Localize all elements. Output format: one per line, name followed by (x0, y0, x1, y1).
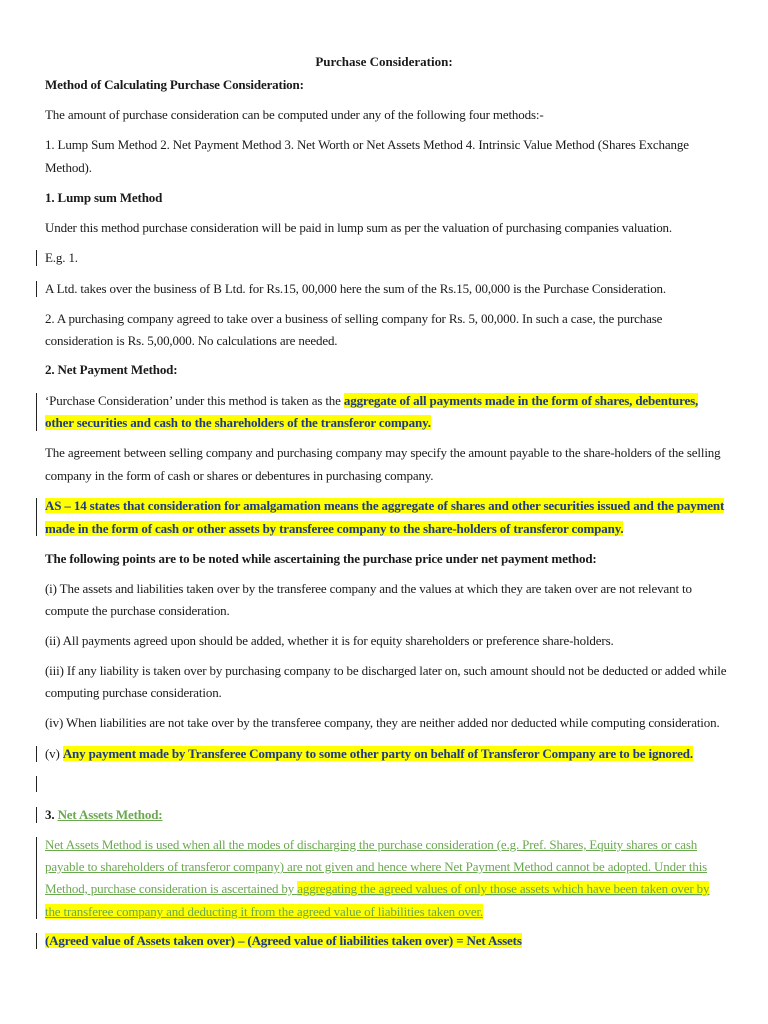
text: (v) (45, 746, 63, 761)
section-heading: Method of Calculating Purchase Consideration: (45, 77, 304, 92)
page-title: Purchase Consideration: (315, 54, 453, 69)
change-bar (36, 250, 37, 266)
paragraph (45, 881, 709, 897)
highlighted-text: the transferee company and deducting it from the agreed value of liabilities taken over. (45, 904, 484, 919)
change-bar (36, 498, 37, 536)
paragraph: Net Assets Method is used when all the modes of discharging the purchase consideration (e.g. Pref. Shares, Equity shares or cash (45, 837, 698, 852)
section-heading: 1. Lump sum Method (45, 190, 163, 205)
paragraph: company in the form of cash or shares or debentures in purchasing company. (45, 468, 434, 483)
text: Method, purchase consideration is ascertained by (45, 881, 298, 896)
text: ‘Purchase Consideration’ under this method is taken as the (45, 393, 344, 408)
list-item (45, 746, 693, 762)
highlighted-text: aggregating the agreed values of only those assets which have been taken over by (297, 881, 710, 896)
highlighted-text: (Agreed value of Assets taken over) – (Agreed value of liabilities taken over) = Net Assets (45, 933, 522, 948)
section-number: 3. (45, 807, 58, 822)
highlighted-text: made in the form of cash or other assets by transferee company to the share-holders of transferor company. (45, 521, 624, 536)
change-bar (36, 837, 37, 919)
section-heading: The following points are to be noted while ascertaining the purchase price under net payment method: (45, 551, 597, 566)
highlighted-text: other securities and cash to the shareholders of the transferor company. (45, 415, 431, 430)
highlighted-text: Any payment made by Transferee Company to some other party on behalf of Transferor Company are to be ignored. (62, 746, 693, 761)
list-item: (iv) When liabilities are not take over by the transferee company, they are neither added nor deducted while computing consideration. (45, 715, 720, 730)
change-bar (36, 393, 37, 431)
list-item: computing purchase consideration. (45, 685, 222, 700)
paragraph: Method). (45, 160, 92, 175)
paragraph (45, 498, 724, 514)
list-item: (ii) All payments agreed upon should be added, whether it is for equity shareholders or preference share-holders. (45, 633, 614, 648)
change-bar (36, 807, 37, 823)
paragraph (45, 415, 431, 431)
list-item: compute the purchase consideration. (45, 603, 230, 618)
paragraph: Under this method purchase consideration will be paid in lump sum as per the valuation of purchasing companies valuation. (45, 220, 673, 235)
change-bar (36, 933, 37, 949)
paragraph: payable to shareholders of transferor company) are not given and hence where Net Payment Method cannot be adopted. Under this (45, 859, 708, 874)
paragraph: The agreement between selling company and purchasing company may specify the amount payable to the share-holders of the selling (45, 445, 721, 460)
section-heading: 2. Net Payment Method: (45, 362, 178, 377)
formula (45, 933, 522, 949)
paragraph: A Ltd. takes over the business of B Ltd. for Rs.15, 00,000 here the sum of the Rs.15, 00,000 is the Purchase Consideration. (45, 281, 666, 296)
highlighted-text: aggregate of all payments made in the form of shares, debentures, (343, 393, 699, 408)
highlighted-text: AS – 14 states that consideration for amalgamation means the aggregate of shares and other securities issued and the payment (45, 498, 725, 513)
section-heading (45, 807, 162, 823)
paragraph: E.g. 1. (45, 250, 78, 265)
change-bar (36, 281, 37, 297)
change-bar (36, 746, 37, 762)
paragraph: 2. A purchasing company agreed to take over a business of selling company for Rs. 5, 00,000. In such a case, the purchase (45, 311, 663, 326)
paragraph (45, 393, 698, 409)
paragraph (45, 521, 623, 537)
change-bar (36, 776, 37, 792)
section-title: Net Assets Method: (57, 807, 163, 822)
paragraph: The amount of purchase consideration can be computed under any of the following four methods:- (45, 107, 544, 122)
paragraph (45, 904, 483, 920)
paragraph: 1. Lump Sum Method 2. Net Payment Method 3. Net Worth or Net Assets Method 4. Intrinsic Value Method (Shares Exchange (45, 137, 689, 152)
list-item: (iii) If any liability is taken over by purchasing company to be discharged later on, such amount should not be deducted or added while (45, 663, 727, 678)
list-item: (i) The assets and liabilities taken over by the transferee company and the values at which they are taken over are not relevant to (45, 581, 692, 596)
paragraph: consideration is Rs. 5,00,000. No calculations are needed. (45, 333, 338, 348)
